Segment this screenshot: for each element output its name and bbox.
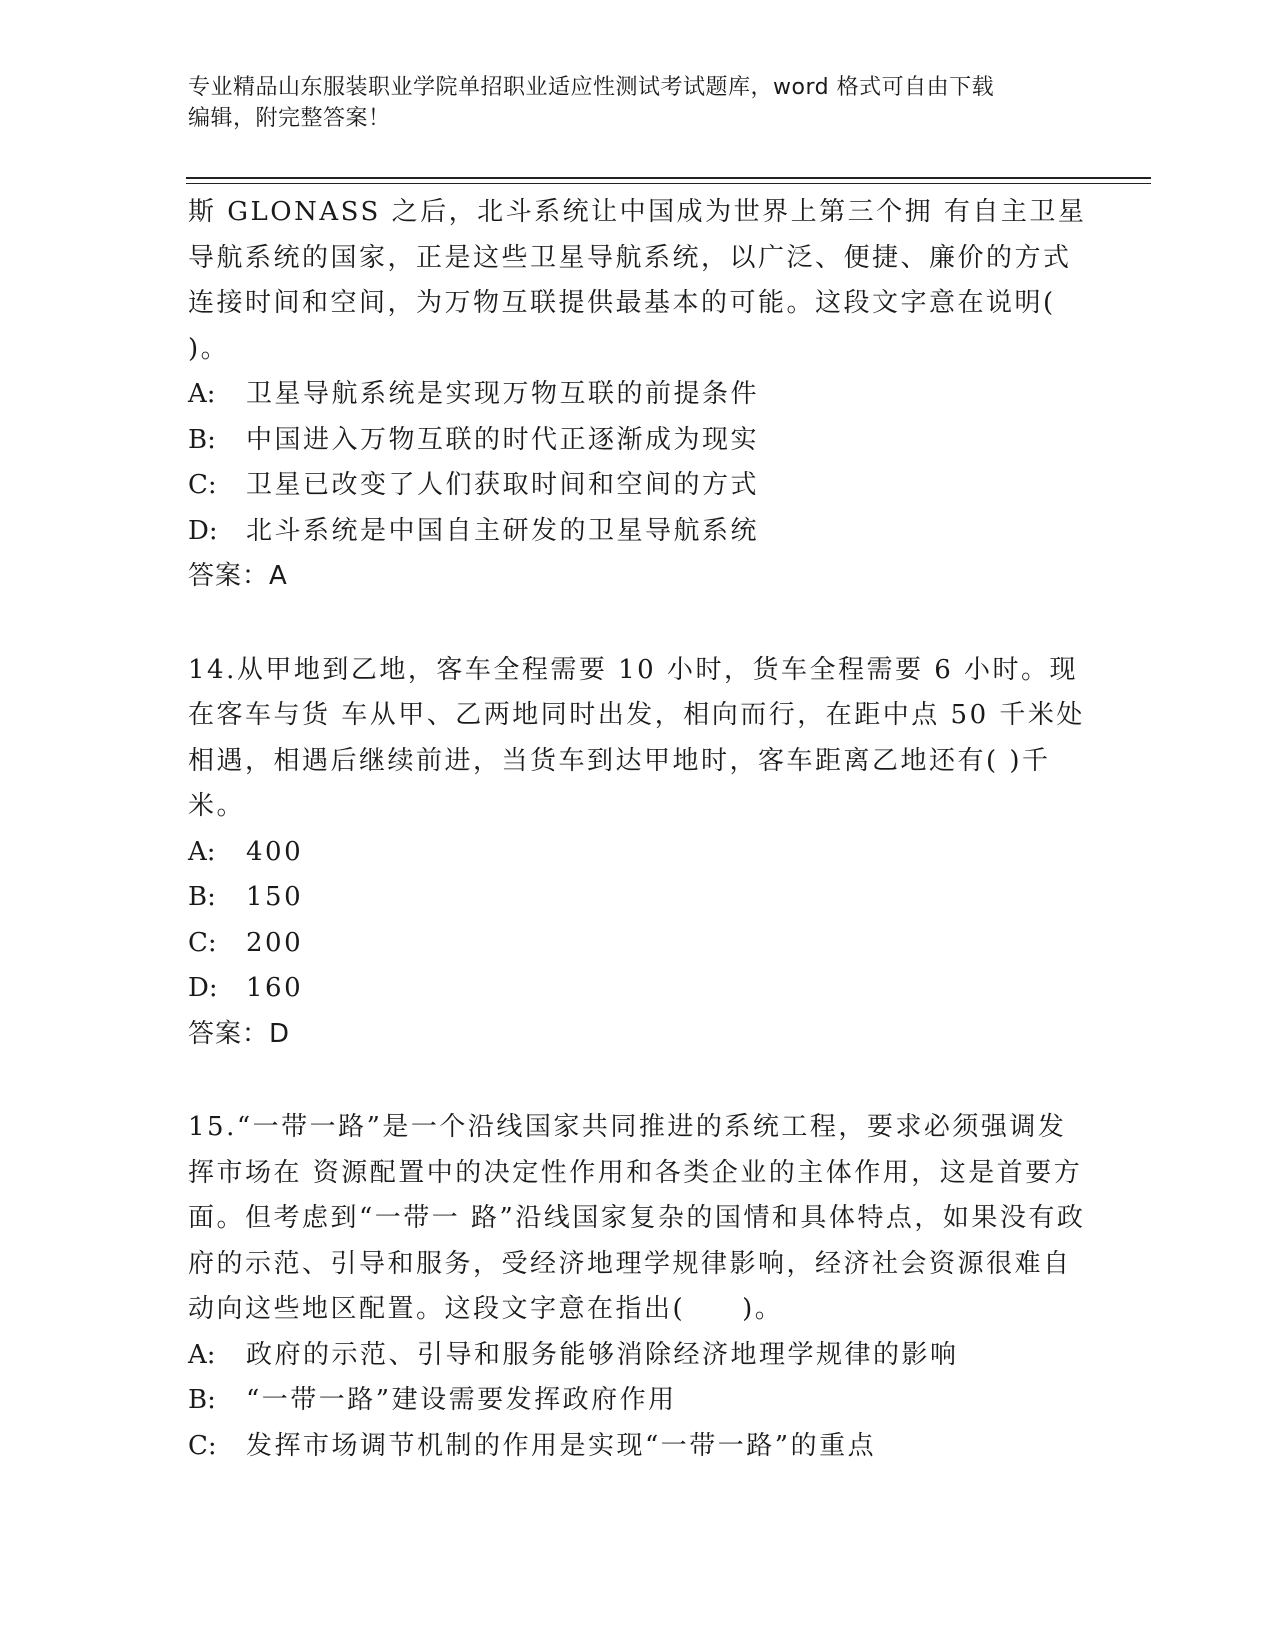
header-line-1: 专业精品山东服装职业学院单招职业适应性测试考试题库，word 格式可自由下载 [188, 75, 995, 100]
header-line-2: 编辑，附完整答案！ [188, 106, 391, 131]
spacer [188, 1057, 1088, 1105]
option-text: 卫星导航系统是实现万物互联的前提条件 [246, 379, 760, 409]
option-key: C: [188, 470, 217, 500]
option-d [188, 509, 1088, 555]
option-key: D: [188, 515, 218, 546]
option-key: A: [188, 1339, 216, 1370]
option-key: B: [188, 424, 216, 455]
option-text: 政府的示范、引导和服务能够消除经济地理学规律的影响 [246, 1339, 959, 1370]
option-a [188, 830, 1088, 876]
option-a [188, 1333, 1088, 1379]
question-15 [188, 1105, 1088, 1469]
option-c [188, 463, 1088, 509]
header-divider-thin [186, 183, 1151, 184]
question-text: 斯 GLONASS 之后，北斗系统让中国成为世界上第三个拥 有自主卫星导航系统的国家，正是这些卫星导航系统，以广泛、便捷、廉价的方式连接时间和空间，为万物互联提供最基本的可能。这段文字意在说明( )。 [188, 197, 1087, 364]
answer-line: 答案：A [188, 561, 288, 591]
spacer [188, 600, 1088, 648]
option-b [188, 875, 1088, 921]
option-text: 150 [246, 882, 304, 912]
option-key: B: [188, 1385, 216, 1415]
question-text: 15.“一带一路”是一个沿线国家共同推进的系统工程，要求必须强调发挥市场在 资源配置中的决定性作用和各类企业的主体作用，这是首要方面。但考虑到“一带一 路”沿线国家复杂的国情和具体特点，如果没有政府的示范、引导和服务，受经济地理学规律影响，经济社会资源很难自动向这些地区配置。这段文字意在指出( )。 [188, 1112, 1086, 1324]
option-text: 400 [246, 836, 304, 867]
option-text: 北斗系统是中国自主研发的卫星导航系统 [246, 515, 760, 546]
option-key: A: [188, 836, 216, 867]
question-14 [188, 648, 1088, 1058]
answer-line: 答案：D [188, 1018, 291, 1049]
option-key: A: [188, 379, 216, 409]
option-c [188, 1424, 1088, 1470]
question-text: 14.从甲地到乙地，客车全程需要 10 小时，货车全程需要 6 小时。现在客车与货 车从甲、乙两地同时出发，相向而行，在距中点 50 千米处相遇，相遇后继续前进，当货车到达甲地时，客车距离乙地还有( )千米。 [188, 654, 1085, 821]
question-13 [188, 190, 1088, 600]
option-text: 中国进入万物互联的时代正逐渐成为现实 [246, 424, 760, 455]
option-text: 发挥市场调节机制的作用是实现“一带一路”的重点 [246, 1430, 877, 1461]
document-body [188, 190, 1088, 1469]
option-text: “一带一路”建设需要发挥政府作用 [246, 1385, 677, 1415]
option-key: B: [188, 882, 216, 912]
option-key: C: [188, 1430, 217, 1461]
option-a [188, 372, 1088, 418]
page-header [188, 72, 1068, 134]
option-text: 卫星已改变了人们获取时间和空间的方式 [246, 470, 760, 500]
option-key: D: [188, 973, 218, 1003]
option-key: C: [188, 927, 217, 958]
option-c [188, 921, 1088, 967]
header-divider-thick [186, 177, 1151, 179]
option-b [188, 418, 1088, 464]
option-d [188, 966, 1088, 1012]
option-text: 160 [246, 973, 304, 1003]
option-text: 200 [246, 927, 304, 958]
option-b [188, 1378, 1088, 1424]
